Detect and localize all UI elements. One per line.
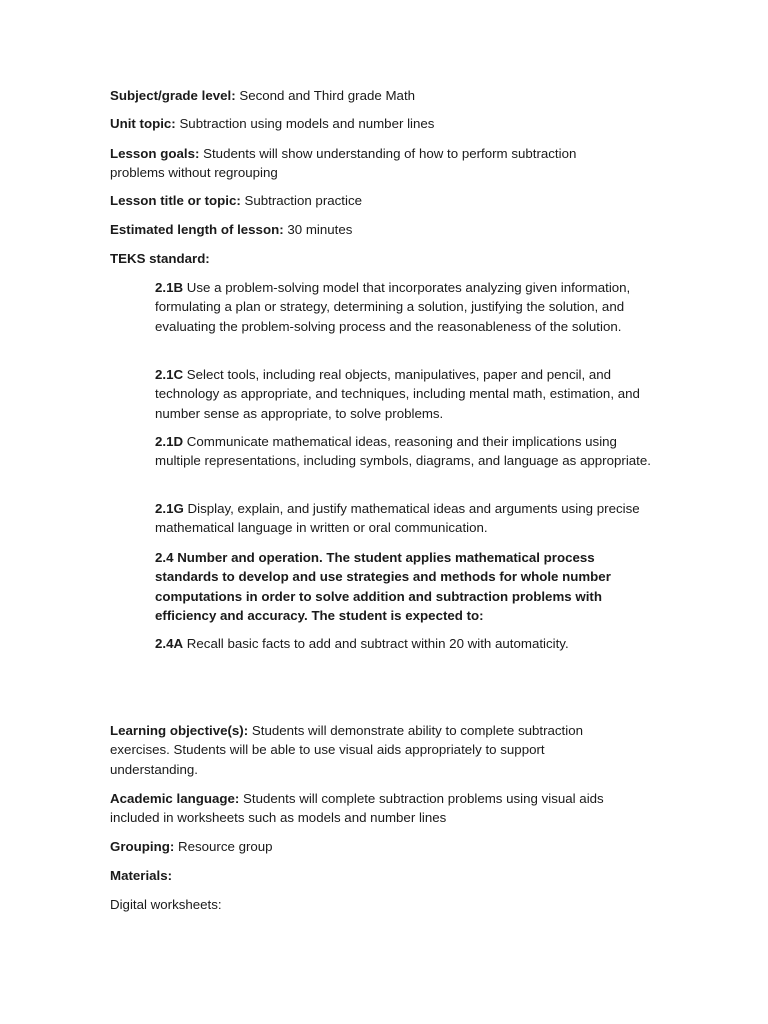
standard-item (155, 365, 660, 423)
standard-text: Number and operation. The student applies mathematical process standards to develop and use strategies and methods for whole number computations in order to solve addition and subtraction problems with efficiency and accuracy. The student is expected to: (155, 550, 611, 624)
field-value: Students will demonstrate ability to complete subtraction exercises. Students will be able to use visual aids appropriately to support understanding. (110, 723, 583, 777)
standard-text: Display, explain, and justify mathematical ideas and arguments using precise mathematical language in written or oral communication. (155, 501, 640, 536)
standard-item (155, 278, 660, 336)
field-label: Subject/grade level: (110, 88, 236, 103)
standard-code: 2.1B (155, 280, 184, 295)
standard-code: 2.1G (155, 501, 184, 516)
lesson-length-field (110, 220, 352, 239)
standard-text: Select tools, including real objects, manipulatives, paper and pencil, and technology as appropriate, and techniques, including mental math, estimation, and number sense as appropriate, to solve problems. (155, 367, 640, 421)
field-label: Materials: (110, 868, 173, 883)
standard-code: 2.1C (155, 367, 184, 382)
academic-language-field (110, 789, 630, 828)
field-label: Learning objective(s): (110, 723, 249, 738)
standard-code: 2.4A (155, 636, 184, 651)
field-value: Second and Third grade Math (239, 88, 416, 103)
field-label: Lesson goals: (110, 146, 200, 161)
field-value: 30 minutes (287, 222, 353, 237)
materials-heading (110, 866, 172, 885)
lesson-goals-field (110, 144, 630, 183)
field-value: Subtraction practice (244, 193, 362, 208)
standard-item (155, 499, 660, 538)
field-label: Academic language: (110, 791, 240, 806)
teks-standard-heading (110, 249, 210, 268)
standard-text: Use a problem-solving model that incorporates analyzing given information, formulating a plan or strategy, determining a solution, justifying the solution, and evaluating the problem-solving process and the reasonableness of the solution. (155, 280, 631, 334)
standard-item (155, 634, 660, 653)
field-label: Lesson title or topic: (110, 193, 241, 208)
subject-grade-field (110, 86, 415, 105)
field-label: Digital worksheets: (110, 897, 222, 912)
standard-text: Communicate mathematical ideas, reasoning and their implications using multiple representations, including symbols, diagrams, and language as appropriate. (155, 434, 651, 469)
field-value: Subtraction using models and number lines (179, 116, 435, 131)
grouping-field (110, 837, 273, 856)
field-value: Resource group (177, 839, 273, 854)
field-label: Unit topic: (110, 116, 176, 131)
field-value: Students will complete subtraction problems using visual aids included in worksheets such as models and number lines (110, 791, 604, 826)
standard-code: 2.4 (155, 550, 174, 565)
lesson-title-field (110, 191, 362, 210)
unit-topic-field (110, 114, 434, 133)
field-label: TEKS standard: (110, 251, 210, 266)
standard-code: 2.1D (155, 434, 184, 449)
field-label: Estimated length of lesson: (110, 222, 284, 237)
standard-text: Recall basic facts to add and subtract within 20 with automaticity. (186, 636, 569, 651)
standard-item (155, 432, 660, 471)
learning-objective-field (110, 721, 630, 779)
field-label: Grouping: (110, 839, 175, 854)
standard-item (155, 548, 660, 626)
field-value: Students will show understanding of how to perform subtraction problems without regrouping (110, 146, 577, 181)
digital-worksheets-label (110, 895, 222, 914)
